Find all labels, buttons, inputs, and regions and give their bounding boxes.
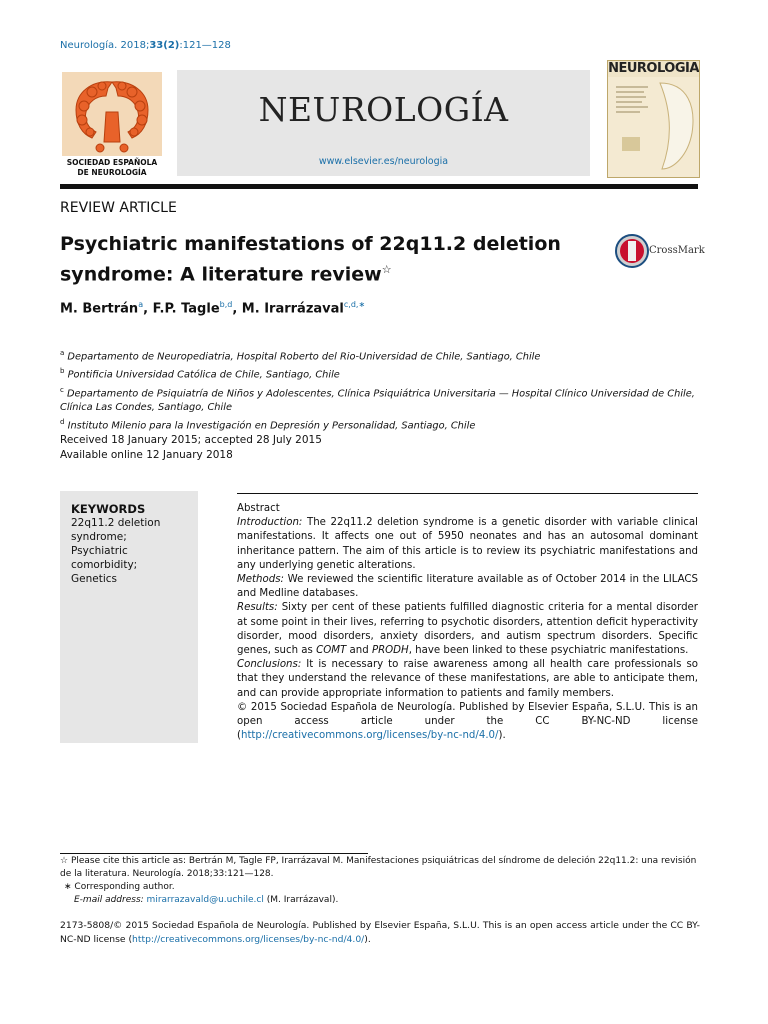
footer-text: 2173-5808/© 2015 Sociedad Española de Neurología. Published by Elsevier España, S.L.U. This is an open access article under the CC BY-NC-ND license ( <box>60 920 700 945</box>
footnote-text: Corresponding author. <box>74 882 175 892</box>
author-list <box>60 300 365 316</box>
email-owner: (M. Irarrázaval). <box>266 895 339 905</box>
copyright-text: © 2015 Sociedad Española de Neurología. Published by Elsevier España, S.L.U. This is an open access article under the CC BY-NC-ND license ( <box>237 701 698 742</box>
citation-year: 2018; <box>120 40 150 51</box>
journal-name: NEUROLOGÍA <box>258 90 509 129</box>
email-footnote <box>74 894 714 907</box>
header-rule <box>60 184 698 189</box>
affiliation-item <box>60 383 700 415</box>
gene-name: COMT <box>316 645 347 657</box>
copyright-text: ). <box>498 730 506 742</box>
society-name <box>52 158 172 178</box>
abstract-conclusions <box>237 658 698 701</box>
citation-volume: 33(2) <box>149 40 180 51</box>
license-footer <box>60 919 700 947</box>
society-name-line1: SOCIEDAD ESPAÑOLA <box>66 158 158 167</box>
keyword-item: Genetics <box>71 573 117 585</box>
email-label: E-mail address: <box>74 895 144 905</box>
footer-text: ). <box>364 934 371 945</box>
gene-name: PRODH <box>371 645 409 657</box>
citation-pages: :121—128 <box>179 40 231 51</box>
author-affil-mark[interactable]: c,d,∗ <box>343 300 366 309</box>
abstract-results <box>237 601 698 658</box>
keyword-item: 22q11.2 deletion <box>71 517 161 529</box>
abstract <box>237 502 698 743</box>
affiliation-mark: c <box>60 385 64 394</box>
author-affil-mark[interactable]: a <box>138 300 144 309</box>
journal-cover <box>607 60 700 178</box>
affiliation-mark: b <box>60 367 65 376</box>
affiliation-text: Pontificia Universidad Católica de Chile, Santiago, Chile <box>67 369 340 381</box>
section-text: and <box>349 645 369 657</box>
abstract-rule <box>237 493 698 494</box>
section-label: Results: <box>237 602 278 614</box>
title-footnote-mark[interactable]: ☆ <box>381 263 392 276</box>
online-date: Available online 12 January 2018 <box>60 449 233 461</box>
affiliation-text: Departamento de Neuropediatria, Hospital Roberto del Rio-Universidad de Chile, Santiago, Chile <box>67 351 541 363</box>
section-text: Sixty per cent of these patients fulfilled diagnostic criteria for a mental disorder at some point in their lives, referring to psychotic disorders, attention deficit hyperactivity disorder, mood disorders, anxiety disorders, and autism spectrum disorders. Specific genes, such as <box>237 602 698 657</box>
footnote-text: Please cite this article as: Bertrán M, Tagle FP, Irarrázaval M. Manifestaciones psiquiátricas del síndrome de deleción 22q11.2: una revisión de la literatura. Neurología. 2018;33:121—128. <box>60 856 697 879</box>
title-line-1: Psychiatric manifestations of 22q11.2 deletion <box>60 233 561 255</box>
keyword-item: syndrome; <box>71 531 127 543</box>
section-text: It is necessary to raise awareness among all health care professionals so that they understand the relevance of these manifestations, are able to anticipate them, and can provide appropriate information to patients and family members. <box>237 659 698 699</box>
citation-footnote <box>60 855 700 881</box>
affiliation-mark: a <box>60 349 65 357</box>
section-text: , have been linked to these psychiatric manifestations. <box>408 645 689 657</box>
license-link[interactable]: http://creativecommons.org/licenses/by-nc-nd/4.0/ <box>240 730 499 742</box>
footer-license-link[interactable]: http://creativecommons.org/licenses/by-nc-nd/4.0/ <box>132 934 365 945</box>
footnote-mark: ☆ <box>60 856 69 866</box>
footnote-mark: ∗ <box>64 882 72 892</box>
citation-journal: Neurología. <box>60 40 118 51</box>
abstract-introduction <box>237 516 698 573</box>
affiliation-text: Departamento de Psiquiatría de Niños y Adolescentes, Clínica Psiquiátrica Universitaria — Hospital Clínico Universidad de Chile, Clínica Las Condes, Santiago, Chile <box>60 387 695 413</box>
received-date: Received 18 January 2015; accepted 28 July 2015 <box>60 434 322 446</box>
author-name: , F.P. Tagle <box>143 301 220 317</box>
section-label: Conclusions: <box>237 659 302 671</box>
cover-artwork <box>608 77 699 177</box>
author-name: , M. Irarrázaval <box>232 301 344 317</box>
email-link[interactable]: mirarrazavald@u.uchile.cl <box>146 895 264 905</box>
abstract-methods <box>237 573 698 601</box>
author-affil-mark[interactable]: b,d <box>219 300 233 309</box>
affiliation-item <box>60 415 700 433</box>
corresponding-footnote <box>64 881 704 894</box>
crossmark-label[interactable]: CrossMark <box>649 245 705 256</box>
society-name-line2: DE NEUROLOGÍA <box>77 168 147 177</box>
article-type: REVIEW ARTICLE <box>60 200 177 216</box>
abstract-heading: Abstract <box>237 503 280 514</box>
section-label: Methods: <box>237 574 284 586</box>
keywords-heading: KEYWORDS <box>71 502 146 516</box>
affiliation-mark: d <box>60 417 65 426</box>
affiliations <box>60 346 700 433</box>
keyword-item: Psychiatric <box>71 545 128 557</box>
abstract-copyright <box>237 701 698 744</box>
section-text: The 22q11.2 deletion syndrome is a genetic disorder with variable clinical manifestations. It affects one out of 5950 neonates and has an autosomal dominant inheritance pattern. The aim of this article is to review its psychiatric manifestations and any underlying genetic alterations. <box>237 517 698 571</box>
article-title <box>60 231 580 287</box>
affiliation-text: Instituto Milenio para la Investigación en Depresión y Personalidad, Santiago, Chile <box>67 420 476 432</box>
footnote-rule <box>60 853 368 854</box>
journal-citation <box>60 40 231 51</box>
society-logo <box>62 72 162 156</box>
keyword-item: comorbidity; <box>71 559 138 571</box>
affiliation-item <box>60 364 700 382</box>
section-text: We reviewed the scientific literature available as of October 2014 in the LILACS and Medline databases. <box>237 574 698 600</box>
cover-title: NEUROLOGÍA <box>608 61 699 76</box>
affiliation-item <box>60 346 700 364</box>
article-dates <box>60 433 322 463</box>
section-label: Introduction: <box>237 517 303 529</box>
journal-url-link[interactable]: www.elsevier.es/neurologia <box>318 156 449 167</box>
title-line-2: syndrome: A literature review <box>60 263 382 286</box>
author-name: M. Bertrán <box>60 301 139 317</box>
